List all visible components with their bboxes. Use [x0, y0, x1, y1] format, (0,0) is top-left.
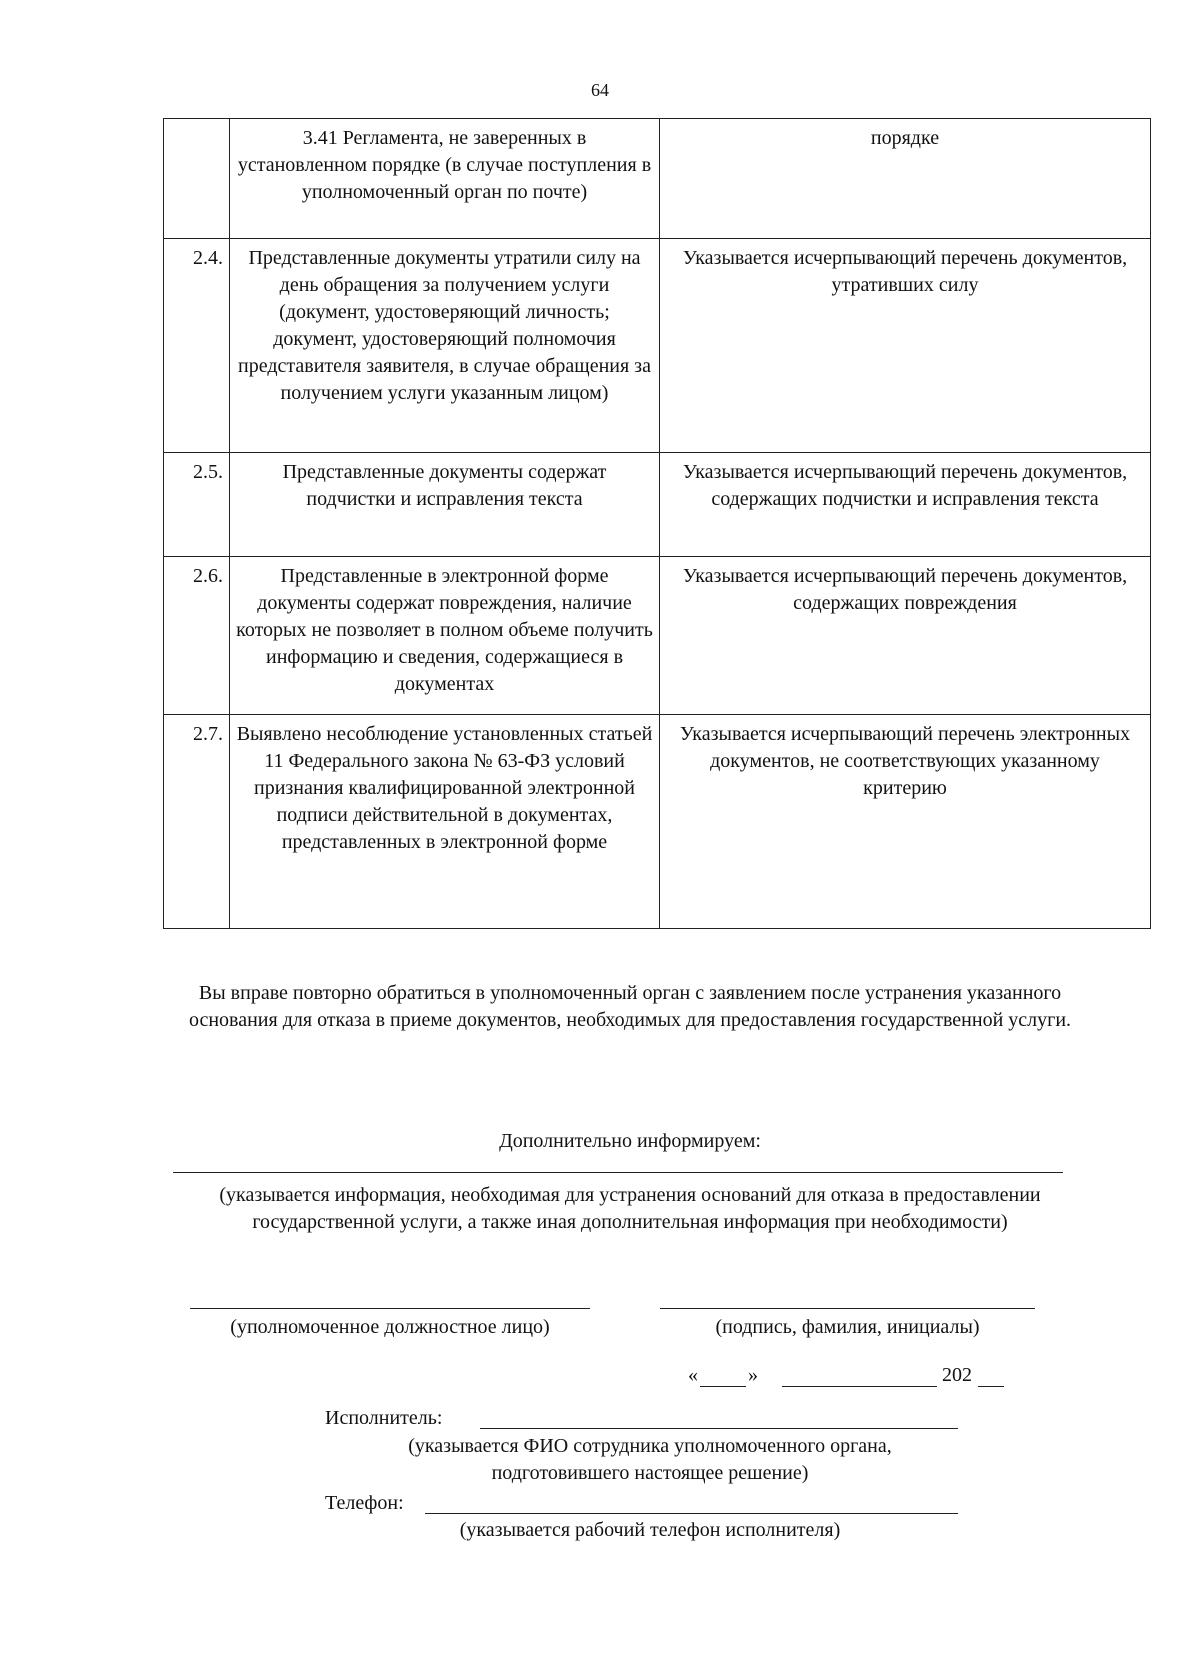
row-reason: Выявлено несоблюдение установленных статьей 11 Федерального закона № 63-ФЗ условий признания квалифицированной электронной подписи действительной в документах, представленных в электронной форме — [230, 715, 660, 929]
date-year-blank — [978, 1386, 1004, 1387]
row-explanation: порядке — [660, 119, 1151, 239]
row-reason: Представленные документы содержат подчистки и исправления текста — [230, 453, 660, 557]
official-signature-line — [190, 1308, 590, 1309]
executor-line — [480, 1428, 958, 1429]
date-month-blank — [782, 1386, 937, 1387]
table-row — [164, 557, 1151, 715]
row-number — [164, 119, 230, 239]
additional-info-line — [173, 1172, 1063, 1173]
table-row — [164, 239, 1151, 453]
additional-info-heading: Дополнительно информируем: — [499, 1130, 761, 1152]
row-reason: Представленные в электронной форме документы содержат повреждения, наличие которых не позволяет в полном объеме получить информацию и сведения, содержащиеся в документах — [230, 557, 660, 715]
page-number: 64 — [591, 80, 609, 100]
row-reason: 3.41 Регламента, не заверенных в установленном порядке (в случае поступления в уполномоченный орган по почте) — [230, 119, 660, 239]
date-open-quote: « — [688, 1364, 698, 1386]
date-close-quote: » — [748, 1364, 758, 1386]
table-row — [164, 119, 1151, 239]
row-explanation: Указывается исчерпывающий перечень документов, содержащих подчистки и исправления текста — [660, 453, 1151, 557]
executor-hint-line2: подготовившего настоящее решение) — [491, 1462, 809, 1484]
date-day-blank — [700, 1386, 746, 1387]
official-label: (уполномоченное должностное лицо) — [230, 1316, 550, 1338]
notice-paragraph: Вы вправе повторно обратиться в уполномоченный орган с заявлением после устранения указанного основания для отказа в приеме документов, необходимых для предоставления государственной услуги. — [188, 982, 1072, 1031]
table-row — [164, 715, 1151, 929]
signature-label: (подпись, фамилия, инициалы) — [715, 1316, 980, 1338]
row-reason: Представленные документы утратили силу на день обращения за получением услуги (документ, удостоверяющий личность; документ, удостоверяющий полномочия представителя заявителя, в случае обращения за получением услуги указанным лицом) — [230, 239, 660, 453]
row-number: 2.6. — [164, 557, 230, 715]
date-year-prefix: 202 — [942, 1364, 972, 1386]
row-explanation: Указывается исчерпывающий перечень электронных документов, не соответствующих указанному критерию — [660, 715, 1151, 929]
row-number: 2.7. — [164, 715, 230, 929]
row-number: 2.4. — [164, 239, 230, 453]
additional-info-hint: (указывается информация, необходимая для устранения оснований для отказа в предоставлении государственной услуги, а также иная дополнительная информация при необходимости) — [219, 1184, 1041, 1233]
table-row — [164, 453, 1151, 557]
signature-line — [660, 1308, 1035, 1309]
phone-label: Телефон: — [325, 1492, 404, 1514]
refusal-reasons-table — [163, 118, 1151, 929]
executor-label: Исполнитель: — [325, 1407, 443, 1429]
executor-hint-line1: (указывается ФИО сотрудника уполномоченного органа, — [408, 1435, 892, 1457]
phone-hint: (указывается рабочий телефон исполнителя) — [459, 1519, 841, 1541]
row-explanation: Указывается исчерпывающий перечень документов, содержащих повреждения — [660, 557, 1151, 715]
phone-line — [425, 1513, 958, 1514]
row-number: 2.5. — [164, 453, 230, 557]
row-explanation: Указывается исчерпывающий перечень документов, утративших силу — [660, 239, 1151, 453]
